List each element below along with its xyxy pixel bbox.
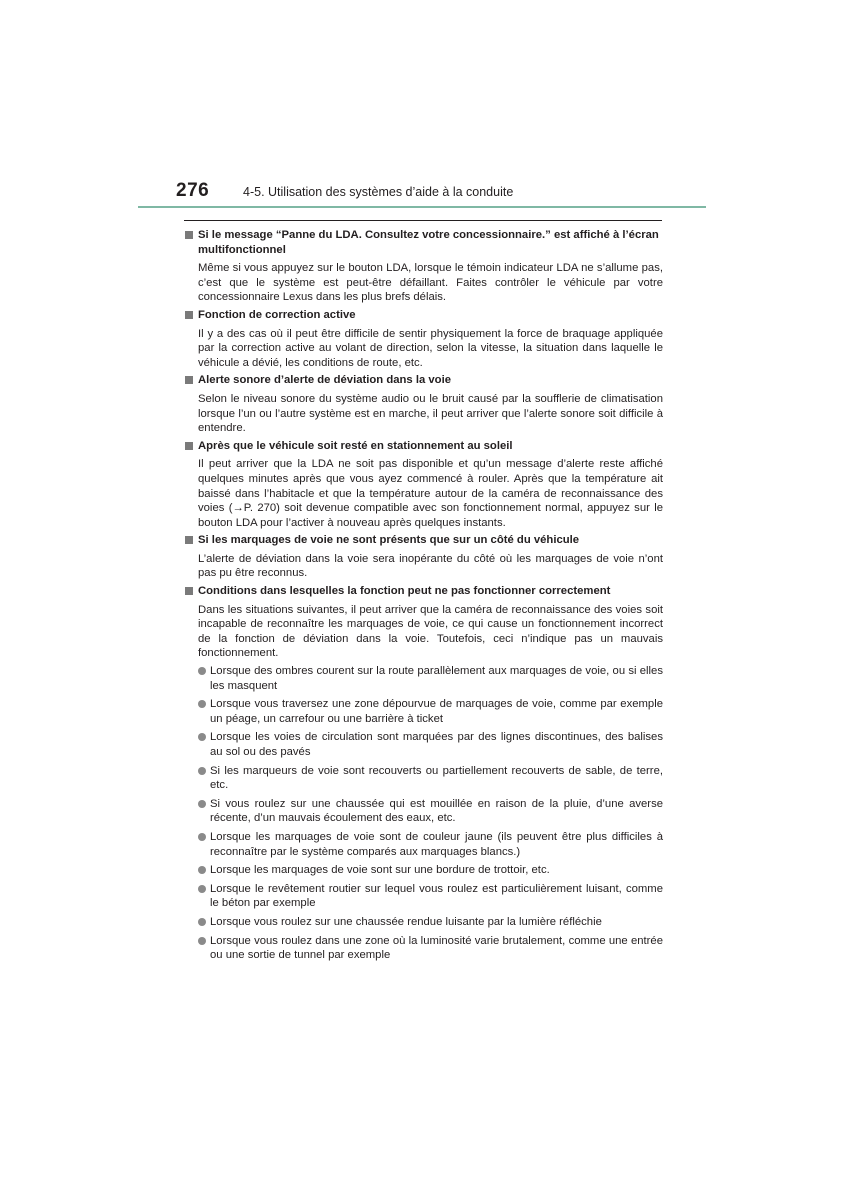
round-bullet-icon bbox=[198, 833, 206, 841]
list-item-text: Lorsque vous roulez sur une chaussée rendue luisante par la lumière réfléchie bbox=[210, 915, 602, 928]
list-item bbox=[198, 797, 663, 826]
list-item bbox=[198, 934, 663, 963]
section-heading bbox=[184, 308, 663, 323]
list-item bbox=[198, 730, 663, 759]
square-bullet-icon bbox=[185, 311, 193, 319]
list-item-text: Lorsque vous roulez dans une zone où la luminosité varie brutalement, comme une entrée ou une sortie de tunnel par exemple bbox=[210, 934, 663, 962]
header-rule bbox=[138, 206, 706, 208]
section-active-correction bbox=[184, 308, 663, 370]
list-item-text: Lorsque le revêtement routier sur lequel vous roulez est particulièrement luisant, comme le béton par exemple bbox=[210, 882, 663, 910]
running-header: 4-5. Utilisation des systèmes d’aide à la conduite bbox=[243, 185, 514, 199]
section-title: Si les marquages de voie ne sont présents que sur un côté du véhicule bbox=[198, 534, 580, 547]
square-bullet-icon bbox=[185, 587, 193, 595]
round-bullet-icon bbox=[198, 767, 206, 775]
list-item bbox=[198, 830, 663, 859]
list-item-text: Si les marqueurs de voie sont recouverts ou partiellement recouverts de sable, de terre, etc. bbox=[210, 764, 663, 792]
round-bullet-icon bbox=[198, 800, 206, 808]
section-paragraph: Il peut arriver que la LDA ne soit pas disponible et qu’un message d’alerte reste affiché quelques minutes après que vous ayez commencé à rouler. Après que la température ait baissé dans l’habitacle et que la température autour de la caméra de reconnaissance des voies (→P. 270) soit devenue compatible avec son fonctionnement normal, appuyez sur le bouton LDA pour l’activer à nouveau après quelques instants. bbox=[198, 458, 663, 529]
list-item bbox=[198, 664, 663, 693]
list-item-text: Lorsque les voies de circulation sont marquées par des lignes discontinues, des balises au sol ou des pavés bbox=[210, 731, 663, 758]
section-paragraph: L’alerte de déviation dans la voie sera inopérante du côté où les marquages de voie n’ont pas pu être reconnus. bbox=[198, 552, 663, 580]
list-item bbox=[198, 764, 663, 793]
round-bullet-icon bbox=[198, 918, 206, 926]
section-paragraph: Selon le niveau sonore du système audio ou le bruit causé par la soufflerie de climatisation lorsque l’un ou l’autre système est en marche, il peut arriver que l’alerte sonore soit difficile à entendre. bbox=[198, 392, 663, 435]
section-title: Après que le véhicule soit resté en stationnement au soleil bbox=[198, 439, 513, 452]
section-title: Alerte sonore d’alerte de déviation dans la voie bbox=[198, 374, 452, 387]
list-item-text: Lorsque les marquages de voie sont sur une bordure de trottoir, etc. bbox=[210, 864, 550, 877]
list-item-text: Lorsque vous traversez une zone dépourvue de marquages de voie, comme par exemple un péage, un carrefour ou une barrière à ticket bbox=[210, 698, 663, 725]
section-audible-alert bbox=[184, 373, 663, 435]
list-item bbox=[198, 863, 663, 878]
section-one-side-markings bbox=[184, 533, 663, 581]
list-item bbox=[198, 882, 663, 911]
square-bullet-icon bbox=[185, 536, 193, 544]
round-bullet-icon bbox=[198, 667, 206, 675]
section-paragraph: Dans les situations suivantes, il peut arriver que la caméra de reconnaissance des voies soit incapable de reconnaître les marquages de voie, ce qui cause un fonctionnement incorrect de la fonction de déviation dans la voie. Toutefois, ceci n’indique pas un mauvais fonctionnement. bbox=[198, 603, 663, 660]
section-heading bbox=[184, 439, 663, 454]
section-heading bbox=[184, 584, 663, 599]
section-paragraph: Il y a des cas où il peut être difficile de sentir physiquement la force de braquage appliquée par la correction active au volant de direction, selon la vitesse, la situation dans laquelle le véhicule a dévié, les conditions de route, etc. bbox=[198, 327, 663, 369]
section-heading bbox=[184, 533, 663, 548]
page-content bbox=[184, 228, 663, 967]
section-heading bbox=[184, 228, 663, 257]
round-bullet-icon bbox=[198, 700, 206, 708]
round-bullet-icon bbox=[198, 866, 206, 874]
square-bullet-icon bbox=[185, 442, 193, 450]
list-item bbox=[198, 697, 663, 726]
square-bullet-icon bbox=[185, 231, 193, 239]
section-heading bbox=[184, 373, 663, 388]
page-number: 276 bbox=[176, 180, 210, 201]
section-title: Conditions dans lesquelles la fonction peut ne pas fonctionner correctement bbox=[198, 585, 611, 598]
round-bullet-icon bbox=[198, 733, 206, 741]
content-top-rule bbox=[184, 220, 662, 221]
list-item-text: Lorsque des ombres courent sur la route parallèlement aux marquages de voie, ou si elles les masquent bbox=[210, 665, 663, 692]
section-malfunction-conditions bbox=[184, 584, 663, 963]
list-item-text: Lorsque les marquages de voie sont de couleur jaune (ils peuvent être plus difficiles à reconnaître par le système comparés aux marquages blancs.) bbox=[210, 830, 663, 858]
section-parked-in-sun bbox=[184, 439, 663, 531]
round-bullet-icon bbox=[198, 937, 206, 945]
list-item-text: Si vous roulez sur une chaussée qui est mouillée en raison de la pluie, d’une averse récente, d’un mauvais écoulement des eaux, etc. bbox=[210, 797, 663, 825]
section-title: Si le message “Panne du LDA. Consultez votre concessionnaire.” est affiché à l’écran multifonctionnel bbox=[198, 229, 659, 256]
section-paragraph: Même si vous appuyez sur le bouton LDA, lorsque le témoin indicateur LDA ne s’allume pas, c’est que le système est peut-être défaillant. Faites contrôler le véhicule par votre concessionnaire Lexus dans les plus brefs délais. bbox=[198, 262, 663, 304]
round-bullet-icon bbox=[198, 885, 206, 893]
section-lda-failure bbox=[184, 228, 663, 305]
list-item bbox=[198, 915, 663, 930]
section-title: Fonction de correction active bbox=[198, 308, 356, 321]
square-bullet-icon bbox=[185, 376, 193, 384]
